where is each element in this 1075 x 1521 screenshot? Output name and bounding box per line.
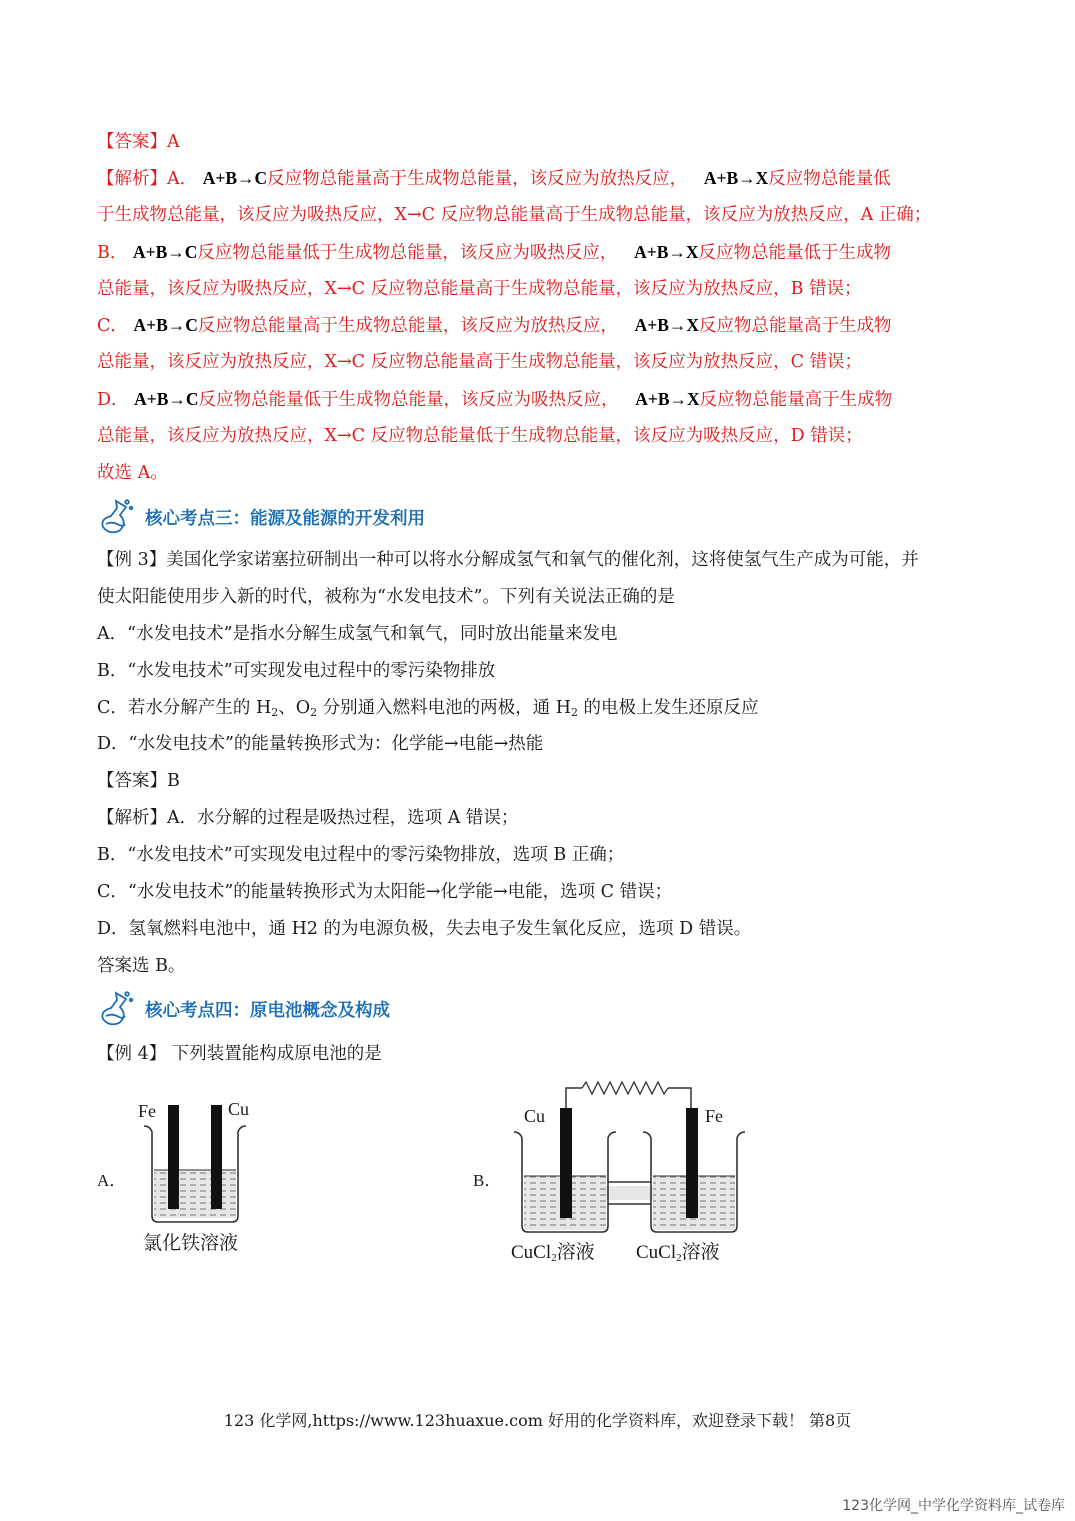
solution-suffix: 溶液 [556, 1242, 595, 1263]
analysis-text: 反应物总能量低于生成物总能量，该反应为吸热反应， [198, 390, 619, 410]
electrode-label-cu: Cu [228, 1099, 250, 1119]
answer-line: 【答案】B [97, 771, 180, 791]
analysis-line [97, 388, 978, 411]
apparatus-b [510, 1078, 750, 1238]
resistor [582, 1082, 668, 1094]
analysis-line [97, 167, 978, 190]
option-c-text: 分别通入燃料电池的两极，通 H [317, 698, 571, 718]
analysis-line [97, 241, 978, 264]
subscript: 2 [551, 1252, 557, 1264]
section-title: 核心考点四：原电池概念及构成 [145, 1001, 390, 1021]
analysis-text: 反应物总能量高于生成物总能量，该反应为放热反应， [197, 316, 618, 336]
analysis-line: B．“水发电技术”可实现发电过程中的零污染物排放，选项 B 正确； [97, 845, 625, 865]
answer-value: A [167, 132, 180, 152]
option-prefix: B． [97, 243, 128, 263]
option-b: B．“水发电技术”可实现发电过程中的零污染物排放 [97, 661, 496, 681]
watermark: 123化学网_中学化学资料库_试卷库 [842, 1498, 1065, 1514]
analysis-text: 反应物总能量低于生成物 [698, 243, 891, 263]
cu-electrode [560, 1108, 572, 1218]
answer-tag: 【答案】 [97, 132, 167, 152]
equation-abc: A+B→C [202, 168, 268, 188]
answer-line [97, 131, 978, 153]
question-text: 【例 4】 下列装置能构成原电池的是 [97, 1044, 382, 1064]
solution-label [636, 1237, 720, 1264]
analysis-text: 反应物总能量低 [768, 169, 891, 189]
analysis-line [97, 314, 978, 337]
electrode-label-fe: Fe [138, 1101, 156, 1121]
option-prefix: C． [97, 316, 128, 336]
question-text: 【例 3】美国化学家诺塞拉研制出一种可以将水分解成氢气和氧气的催化剂，这将使氢气生产成为可能，并 [97, 550, 919, 570]
option-prefix: A． [167, 169, 198, 189]
option-a: A．“水发电技术”是指水分解生成氢气和氧气，同时放出能量来发电 [97, 624, 618, 644]
analysis-line: C．“水发电技术”的能量转换形式为太阳能→化学能→电能，选项 C 错误； [97, 882, 673, 902]
equation-abx: A+B→X [634, 242, 699, 262]
cu-electrode [211, 1105, 222, 1209]
page-footer: 123 化学网,https://www.123huaxue.com 好用的化学资料库，欢迎登录下载！ 第8页 [223, 1411, 852, 1430]
option-c-text: 、O [278, 698, 311, 718]
analysis-line: 【解析】A．水分解的过程是吸热过程，选项 A 错误； [97, 808, 519, 828]
question-text: 使太阳能使用步入新的时代，被称为“水发电技术”。下列有关说法正确的是 [97, 587, 675, 607]
option-a-label: A． [97, 1171, 127, 1190]
solution-suffix: 溶液 [681, 1242, 720, 1263]
option-c-text: 的电极上发生还原反应 [577, 698, 759, 718]
option-c-text: C．若水分解产生的 H [97, 698, 272, 718]
analysis-line: 总能量，该反应为放热反应，X→C 反应物总能量低于生成物总能量，该反应为吸热反应，D 错误； [97, 426, 863, 446]
analysis-text: 反应物总能量高于生成物总能量，该反应为放热反应， [267, 169, 688, 189]
subscript: 2 [676, 1252, 682, 1264]
apparatus-a [140, 1098, 270, 1228]
section-title: 核心考点三：能源及能源的开发利用 [145, 509, 425, 529]
electrode-label-cu: Cu [524, 1106, 546, 1126]
analysis-line: 总能量，该反应为吸热反应，X→C 反应物总能量高于生成物总能量，该反应为放热反应，B 错误； [97, 279, 862, 299]
conclusion: 答案选 B。 [97, 956, 186, 976]
solution-label: 氯化铁溶液 [143, 1233, 239, 1254]
equation-abx: A+B→X [703, 168, 769, 188]
option-b-label: B． [473, 1171, 502, 1190]
subscript: 2 [570, 706, 578, 719]
conclusion: 故选 A。 [97, 463, 168, 483]
analysis-tag: 【解析】 [97, 169, 167, 189]
electrode-label-fe: Fe [705, 1106, 723, 1126]
equation-abx: A+B→X [635, 389, 700, 409]
option-c [97, 697, 978, 724]
flask-icon [97, 497, 137, 537]
flask-icon [97, 989, 137, 1029]
subscript: 2 [271, 706, 279, 719]
analysis-text: 反应物总能量低于生成物总能量，该反应为吸热反应， [197, 243, 618, 263]
fe-electrode [686, 1108, 698, 1218]
subscript: 2 [310, 706, 318, 719]
equation-abc: A+B→C [134, 389, 199, 409]
analysis-line: 总能量，该反应为放热反应，X→C 反应物总能量高于生成物总能量，该反应为放热反应，C 错误； [97, 352, 863, 372]
analysis-text: 反应物总能量高于生成物 [699, 390, 893, 410]
analysis-line: 于生成物总能量，该反应为吸热反应，X→C 反应物总能量高于生成物总能量，该反应为放热反应，A 正确； [97, 205, 932, 225]
solution-formula: CuCl [511, 1242, 552, 1263]
option-d: D．“水发电技术”的能量转换形式为：化学能→电能→热能 [97, 734, 544, 754]
solution-label [511, 1237, 595, 1264]
equation-abx: A+B→X [634, 315, 700, 335]
solution-formula: CuCl [636, 1242, 677, 1263]
analysis-line: D．氢氧燃料电池中，通 H2 的为电源负极，失去电子发生氧化反应，选项 D 错误。 [97, 919, 752, 939]
equation-abc: A+B→C [132, 242, 198, 262]
equation-abc: A+B→C [133, 315, 198, 335]
fe-electrode [168, 1105, 179, 1209]
analysis-text: 反应物总能量高于生成物 [699, 316, 892, 336]
option-prefix: D． [97, 390, 129, 410]
